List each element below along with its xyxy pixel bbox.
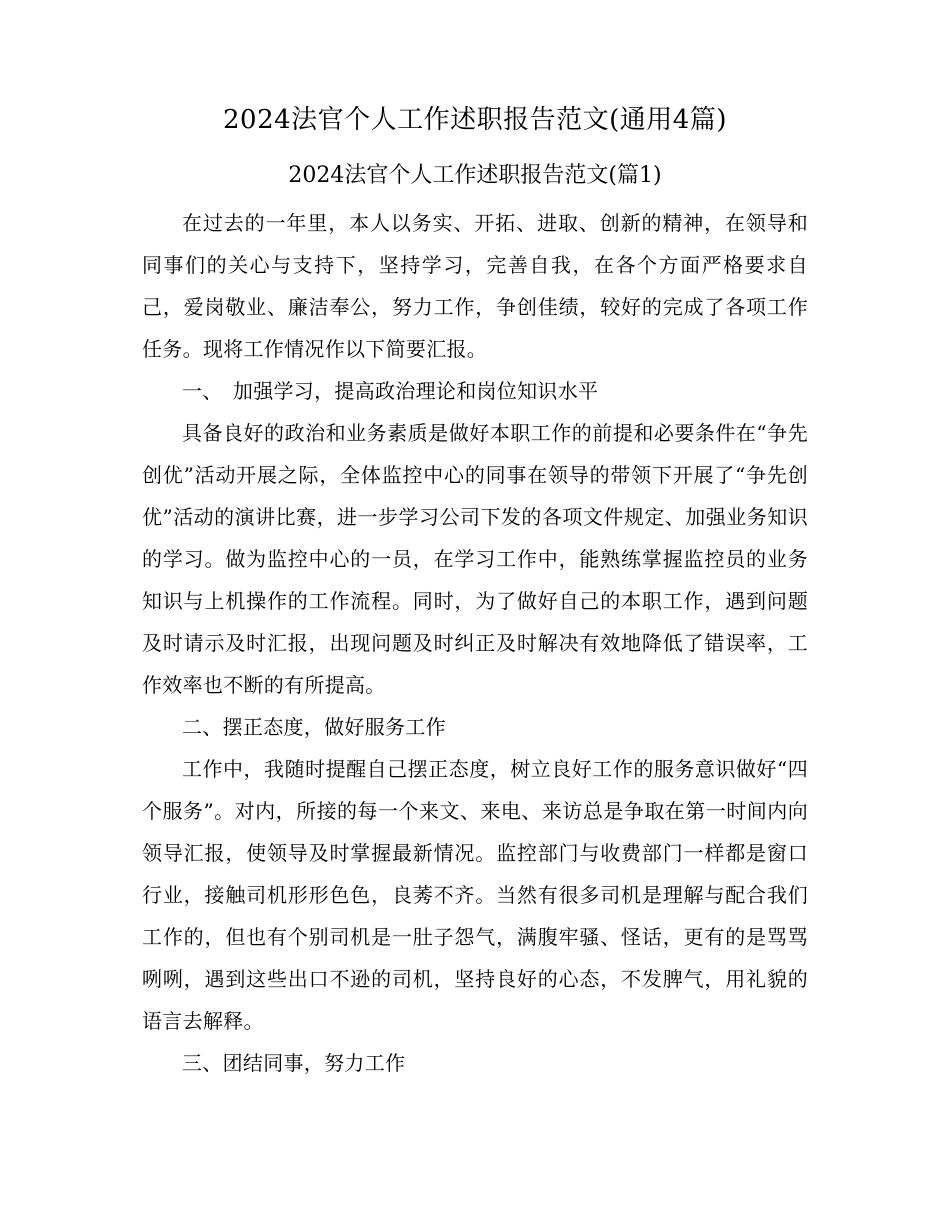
document-title: 2024法官个人工作述职报告范文(通用4篇) xyxy=(223,105,727,135)
document-body xyxy=(142,202,808,1084)
section-heading-2: 二、摆正态度，做好服务工作 xyxy=(182,715,446,739)
section-heading-1: 一、 加强学习，提高政治理论和岗位知识水平 xyxy=(182,379,599,403)
document-subtitle: 2024法官个人工作述职报告范文(篇1) xyxy=(288,163,662,188)
paragraph-section-1: 具备良好的政治和业务素质是做好本职工作的前提和必要条件在“争先创优”活动开展之际，全体监控中心的同事在领导的带领下开展了“争先创优”活动的演讲比赛，进一步学习公司下发的各项文件规定、加强业务知识的学习。做为监控中心的一员，在学习工作中，能熟练掌握监控员的业务知识与上机操作的工作流程。同时，为了做好自己的本职工作，遇到问题及时请示及时汇报，出现问题及时纠正及时解决有效地降低了错误率，工作效率也不断的有所提高。 xyxy=(142,421,808,697)
section-heading-3: 三、团结同事，努力工作 xyxy=(182,1051,406,1075)
paragraph-intro: 在过去的一年里，本人以务实、开拓、进取、创新的精神，在领导和同事们的关心与支持下，坚持学习，完善自我，在各个方面严格要求自己，爱岗敬业、廉洁奉公，努力工作，争创佳绩，较好的完成了各项工作任务。现将工作情况作以下简要汇报。 xyxy=(142,211,808,361)
paragraph-section-2: 工作中，我随时提醒自己摆正态度，树立良好工作的服务意识做好“四个服务”。对内，所接的每一个来文、来电、来访总是争取在第一时间内向领导汇报，使领导及时掌握最新情况。监控部门与收费部门一样都是窗口行业，接触司机形形色色，良莠不齐。当然有很多司机是理解与配合我们工作的，但也有个别司机是一肚子怨气，满腹牢骚、怪话，更有的是骂骂咧咧，遇到这些出口不逊的司机，坚持良好的心态，不发脾气，用礼貌的语言去解释。 xyxy=(142,757,808,1033)
